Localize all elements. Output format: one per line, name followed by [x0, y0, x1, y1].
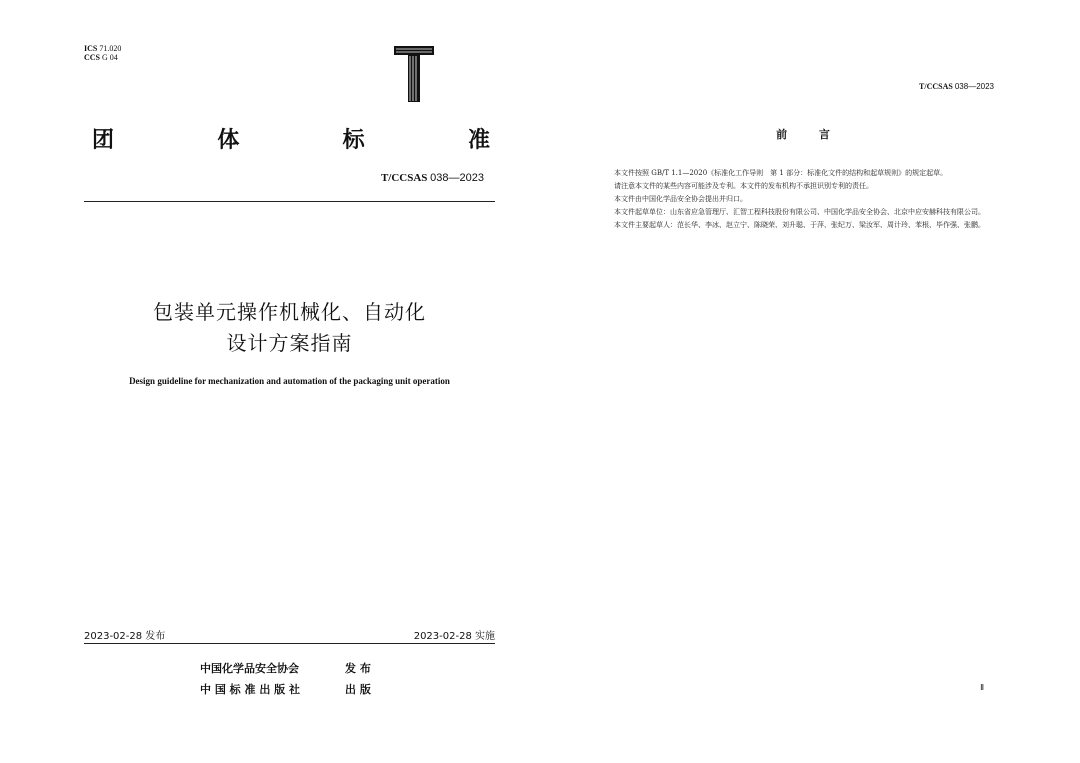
foreword-paragraph: 本文件由中国化学品安全协会提出并归口。	[614, 195, 747, 203]
date-row	[84, 627, 495, 642]
standard-type-logo	[394, 46, 434, 102]
title-line-2: 设计方案指南	[226, 331, 353, 355]
publisher-row	[200, 660, 400, 676]
publisher-name: 中国化学品安全协会	[200, 662, 299, 675]
heading-char: 团	[92, 128, 115, 153]
document-type-heading	[92, 123, 490, 154]
foreword-paragraph: 请注意本文件的某些内容可能涉及专利。本文件的发布机构不承担识别专利的责任。	[614, 182, 873, 190]
standard-code: T/CCSAS 038—2023	[380, 172, 484, 184]
publisher-role: 发 布	[345, 662, 371, 675]
ccs-value: G 04	[102, 53, 118, 62]
implement-date: 2023-02-28 实施	[413, 631, 495, 642]
bottom-divider	[84, 643, 495, 644]
chinese-title	[84, 297, 495, 359]
header-standard-code: T/CCSAS 038—2023	[919, 82, 994, 91]
publisher-role: 出 版	[345, 683, 371, 696]
publisher-row	[200, 681, 400, 697]
heading-char: 准	[467, 128, 490, 153]
ics-label: ICS	[84, 44, 98, 53]
publisher-name: 中 国 标 准 出 版 社	[200, 683, 300, 696]
heading-char: 体	[217, 128, 240, 153]
foreword-body	[600, 167, 995, 232]
ics-value: 71.020	[99, 44, 122, 53]
classification-codes	[84, 44, 121, 62]
foreword-page	[540, 0, 1080, 763]
english-title: Design guideline for mechanization and automation of the packaging unit operation	[129, 376, 450, 386]
foreword-paragraph: 本文件主要起草人：范长华、李冰、赵立宁、陈晓荣、刘升聪、于萍、张纪万、梁汝军、周计玲、苯根、毕作强、张鹏。	[614, 221, 985, 229]
page-number: Ⅱ	[980, 683, 984, 692]
foreword-title: 前 言	[776, 128, 844, 141]
top-divider	[84, 201, 495, 202]
ccs-label: CCS	[84, 53, 101, 62]
foreword-paragraph: 本文件起草单位：山东省应急管理厅、汇智工程科技股份有限公司、中国化学品安全协会、北京中应安赫科技有限公司。	[614, 208, 985, 216]
title-line-1: 包装单元操作机械化、自动化	[153, 300, 426, 324]
heading-char: 标	[342, 128, 365, 153]
issue-date: 2023-02-28 发布	[84, 631, 166, 642]
foreword-paragraph: 本文件按照 GB/T 1.1—2020《标准化工作导则 第 1 部分：标准化文件的结构和起草规则》的规定起草。	[614, 169, 948, 177]
